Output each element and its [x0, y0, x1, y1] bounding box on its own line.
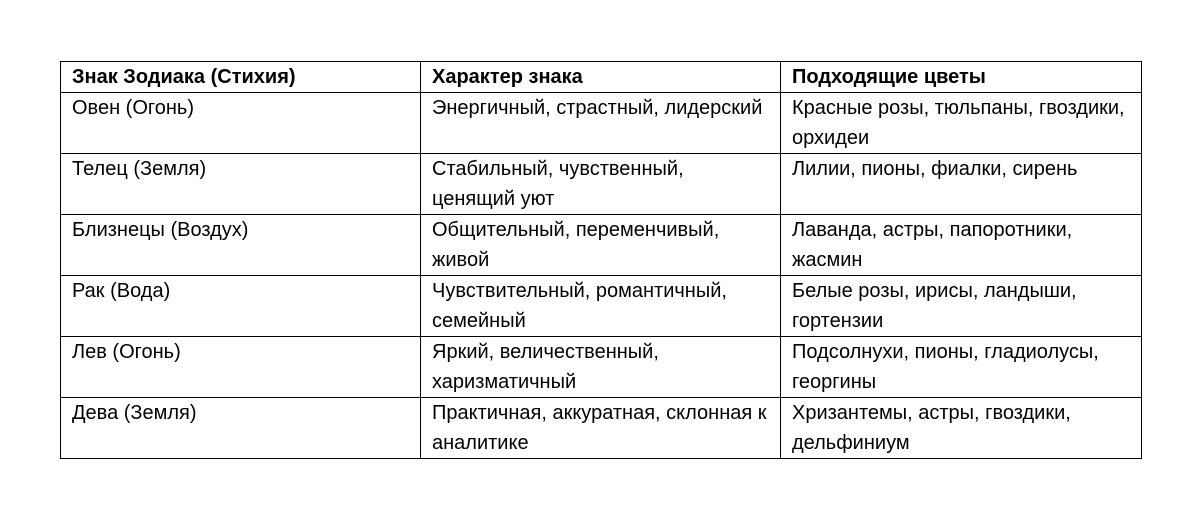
cell-sign: Рак (Вода): [61, 276, 421, 337]
cell-character: Чувствительный, романтичный, семейный: [421, 276, 781, 337]
cell-flowers: Лилии, пионы, фиалки, сирень: [781, 154, 1142, 215]
cell-character: Яркий, величественный, харизматичный: [421, 337, 781, 398]
table-row: [61, 337, 1142, 398]
table-row: [61, 276, 1142, 337]
header-zodiac-sign: Знак Зодиака (Стихия): [61, 62, 421, 93]
cell-flowers: Лаванда, астры, папоротники, жасмин: [781, 215, 1142, 276]
table-row: [61, 93, 1142, 154]
table-row: [61, 398, 1142, 459]
cell-character: Энергичный, страстный, лидерский: [421, 93, 781, 154]
cell-character: Общительный, переменчивый, живой: [421, 215, 781, 276]
cell-flowers: Красные розы, тюльпаны, гвоздики, орхидеи: [781, 93, 1142, 154]
header-character: Характер знака: [421, 62, 781, 93]
cell-sign: Овен (Огонь): [61, 93, 421, 154]
cell-flowers: Подсолнухи, пионы, гладиолусы, георгины: [781, 337, 1142, 398]
table-header-row: [61, 62, 1142, 93]
cell-sign: Телец (Земля): [61, 154, 421, 215]
cell-character: Стабильный, чувственный, ценящий уют: [421, 154, 781, 215]
header-flowers: Подходящие цветы: [781, 62, 1142, 93]
cell-character: Практичная, аккуратная, склонная к аналитике: [421, 398, 781, 459]
cell-sign: Дева (Земля): [61, 398, 421, 459]
cell-sign: Близнецы (Воздух): [61, 215, 421, 276]
table-row: [61, 154, 1142, 215]
zodiac-flowers-table: [60, 61, 1142, 459]
cell-flowers: Хризантемы, астры, гвоздики, дельфиниум: [781, 398, 1142, 459]
cell-sign: Лев (Огонь): [61, 337, 421, 398]
table-row: [61, 215, 1142, 276]
cell-flowers: Белые розы, ирисы, ландыши, гортензии: [781, 276, 1142, 337]
